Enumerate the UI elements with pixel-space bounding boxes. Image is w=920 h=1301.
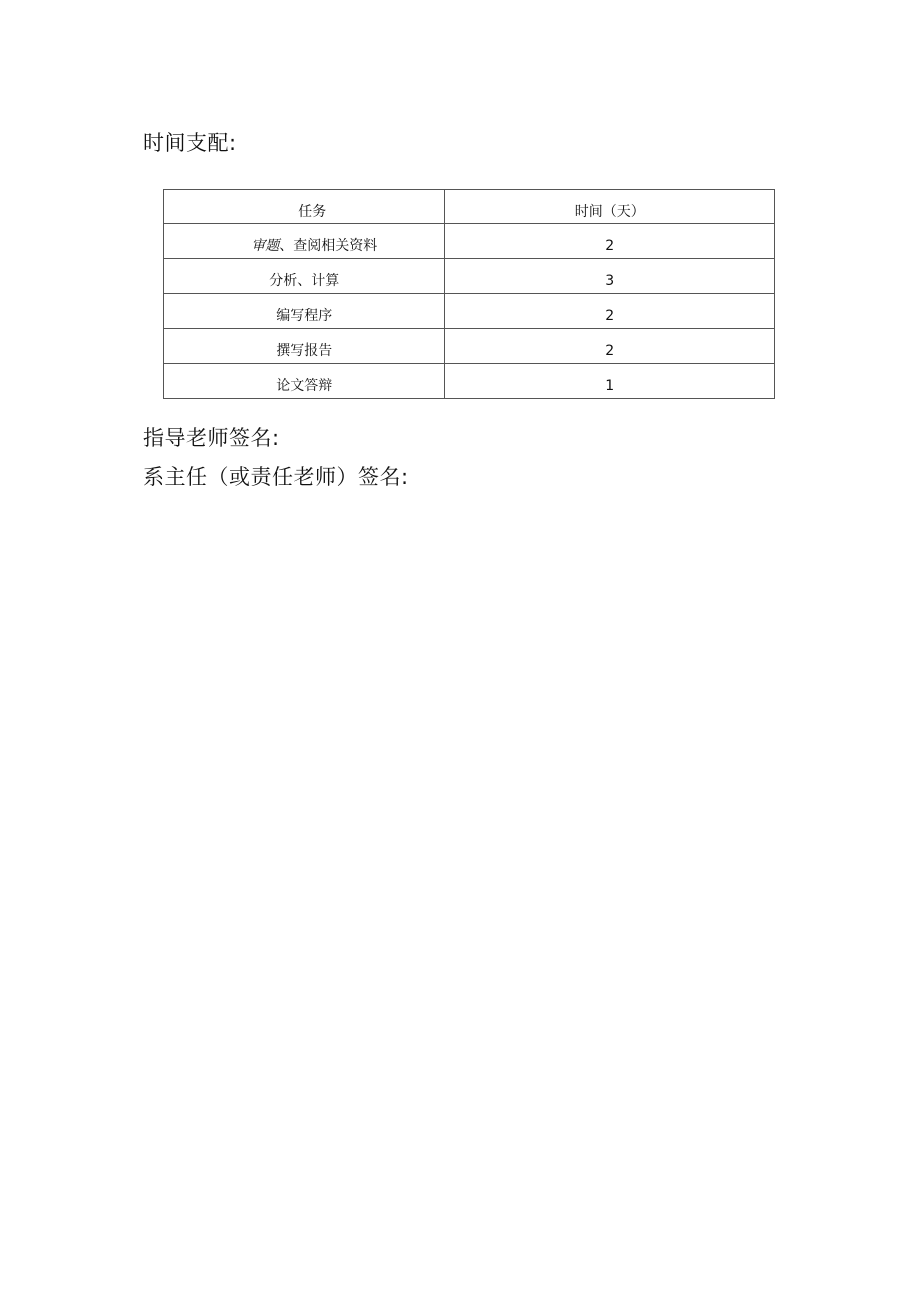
days-cell: 2 xyxy=(445,329,775,364)
days-cell: 2 xyxy=(445,294,775,329)
task-cell: 撰写报告 xyxy=(164,329,445,364)
table-row xyxy=(164,259,775,294)
header-time-days: 时间（天） xyxy=(445,190,775,224)
time-allocation-heading: 时间支配: xyxy=(143,131,237,155)
department-head-signature-label: 系主任（或责任老师）签名: xyxy=(143,465,409,489)
schedule-table xyxy=(163,189,775,399)
table-row xyxy=(164,329,775,364)
days-cell: 2 xyxy=(445,224,775,259)
task-cell: 论文答辩 xyxy=(164,364,445,399)
table-header-row xyxy=(164,190,775,224)
table-row xyxy=(164,364,775,399)
task-text-italic: 审题 xyxy=(251,238,280,254)
table-row xyxy=(164,294,775,329)
task-text: 、查阅相关资料 xyxy=(279,238,378,254)
advisor-signature-label: 指导老师签名: xyxy=(143,426,280,450)
task-cell: 分析、计算 xyxy=(164,259,445,294)
header-task: 任务 xyxy=(164,190,445,224)
days-cell: 3 xyxy=(445,259,775,294)
days-cell: 1 xyxy=(445,364,775,399)
task-cell xyxy=(164,224,445,259)
table-row xyxy=(164,224,775,259)
task-cell: 编写程序 xyxy=(164,294,445,329)
